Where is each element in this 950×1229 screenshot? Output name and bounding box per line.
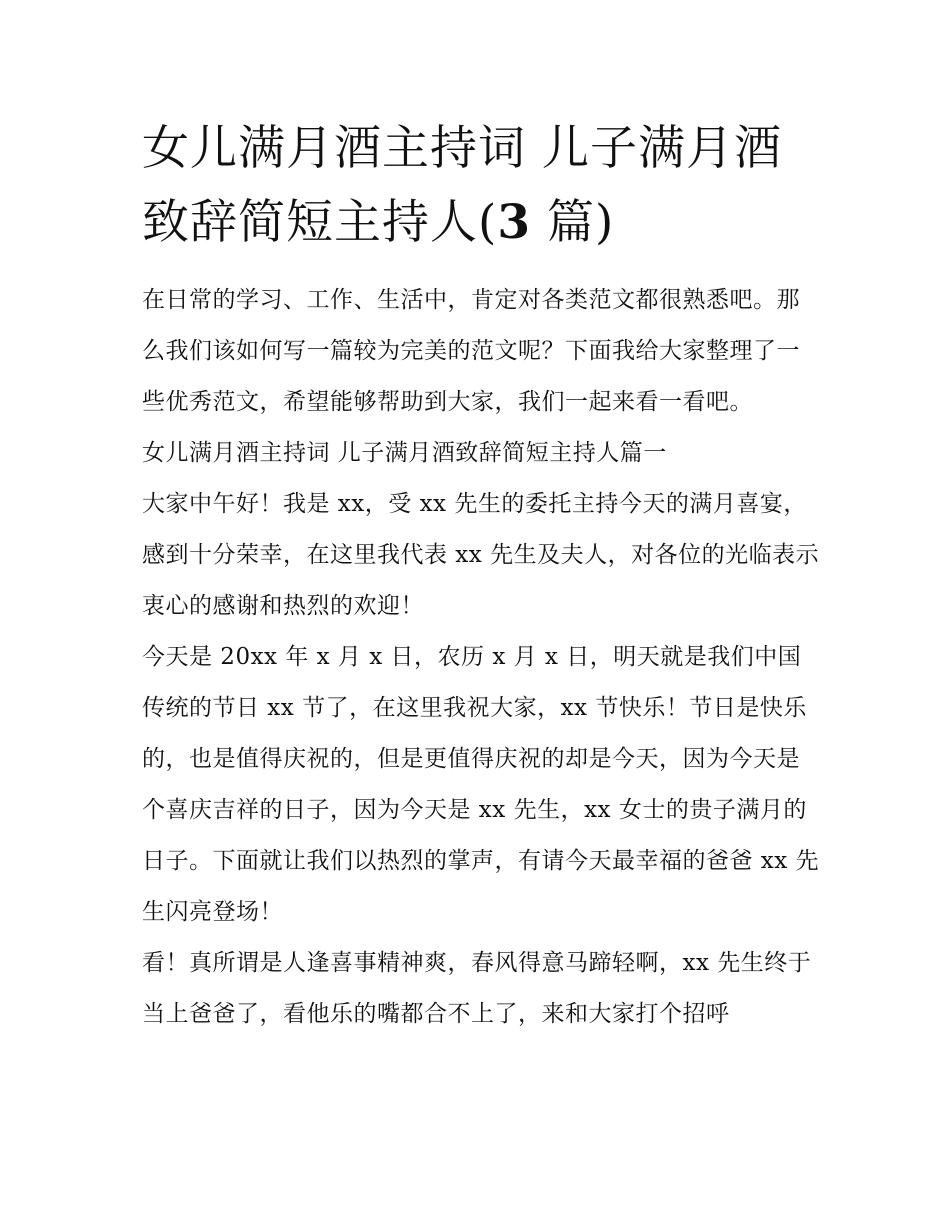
section-heading: 女儿满月酒主持词 儿子满月酒致辞简短主持人篇一: [142, 440, 667, 466]
title-text: 女儿满月酒主持词 儿子满月酒致辞简短主持人(: [142, 121, 782, 250]
greeting-paragraph: 大家中午好！我是 xx，受 xx 先生的委托主持今天的满月喜宴，感到十分荣幸，在这里我代表 xx 先生及夫人，对各位的光临表示衷心的感谢和热烈的欢迎！: [142, 491, 820, 619]
title-number: 3: [497, 195, 532, 250]
date-paragraph: 今天是 20xx 年 x 月 x 日，农历 x 月 x 日，明天就是我们中国传统的节日 xx 节了，在这里我祝大家，xx 节快乐！节日是快乐的，也是值得庆祝的，但是更值得庆祝的却是今天，因为今天是个喜庆吉祥的日子，因为今天是 xx 先生，xx 女士的贵子满月的日子。下面就让我们以热烈的掌声，有请今天最幸福的爸爸 xx 先生闪亮登场！: [142, 644, 820, 925]
intro-paragraph: 在日常的学习、工作、生活中，肯定对各类范文都很熟悉吧。那么我们该如何写一篇较为完美的范文呢？下面我给大家整理了一些优秀范文，希望能够帮助到大家，我们一起来看一看吧。: [142, 287, 800, 415]
closing-paragraph: 看！真所谓是人逢喜事精神爽，春风得意马蹄轻啊，xx 先生终于当上爸爸了，看他乐的嘴都合不上了，来和大家打个招呼: [142, 950, 812, 1027]
title-suffix: 篇): [531, 195, 615, 250]
document-title: [142, 112, 822, 260]
document-body: [142, 275, 822, 1040]
